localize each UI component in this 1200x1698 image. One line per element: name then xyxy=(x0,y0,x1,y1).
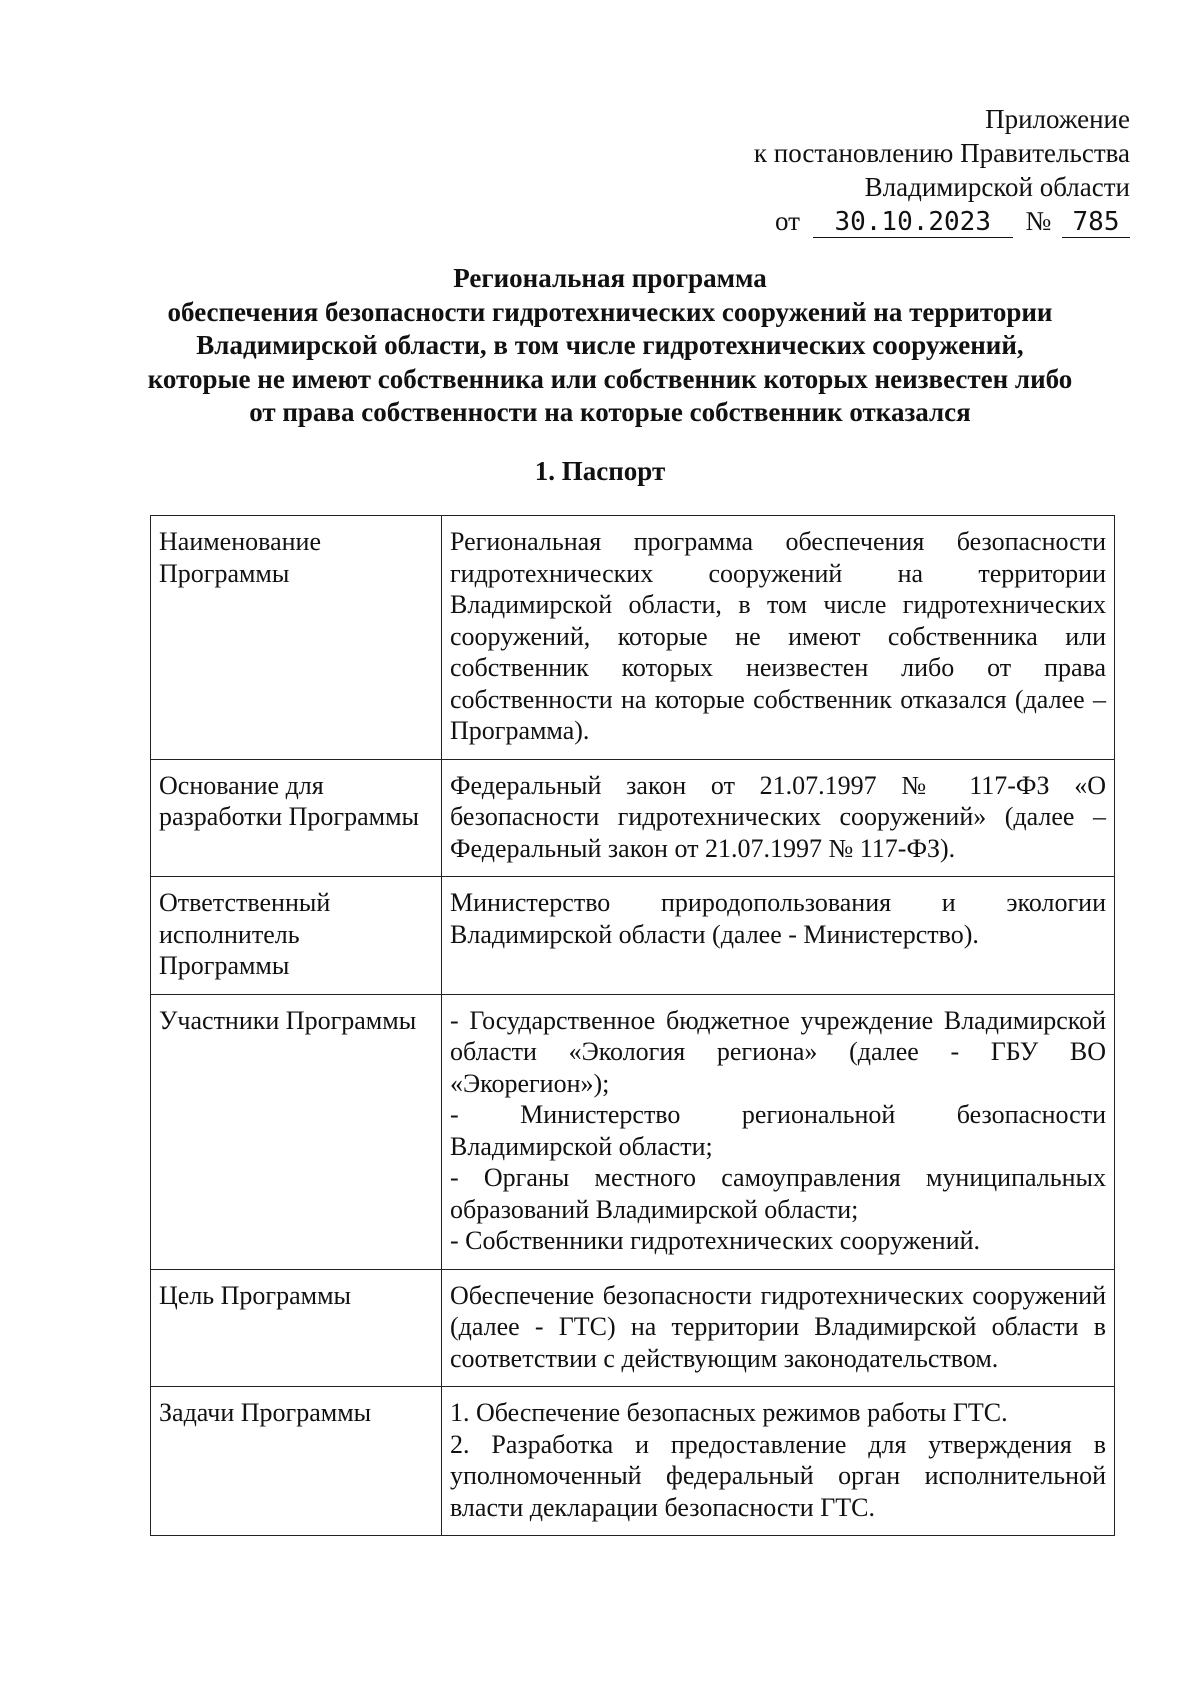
row-value xyxy=(442,1387,1115,1536)
row-label: Цель Программы xyxy=(151,1269,442,1387)
value-paragraph: 2. Разработка и предоставление для утверждения в уполномоченный федеральный орган исполнительной власти декларации безопасности ГТС. xyxy=(450,1429,1106,1522)
title-line-5: от права собственности на которые собственник отказался xyxy=(249,397,971,427)
value-paragraph: - Министерство региональной безопасности Владимирской области; xyxy=(450,1100,1106,1161)
table-row xyxy=(151,877,1115,995)
row-value xyxy=(442,759,1115,877)
row-label: Наименование Программы xyxy=(151,516,442,760)
value-paragraph: 1. Обеспечение безопасных режимов работы ГТС. xyxy=(450,1398,1008,1427)
resolution-number: 785 xyxy=(1062,207,1130,238)
row-label: Задачи Программы xyxy=(151,1387,442,1536)
passport-table xyxy=(150,515,1115,1536)
table-row xyxy=(151,759,1115,877)
row-label: Участники Программы xyxy=(151,994,442,1269)
row-value xyxy=(442,516,1115,760)
resolution-date: 30.10.2023 xyxy=(813,207,1013,238)
date-number-line xyxy=(754,204,1130,238)
table-row xyxy=(151,1269,1115,1387)
value-paragraph: - Органы местного самоуправления муниципальных образований Владимирской области; xyxy=(450,1163,1106,1224)
table-row xyxy=(151,994,1115,1269)
region-label: Владимирской области xyxy=(864,172,1130,202)
row-value xyxy=(442,994,1115,1269)
title-line-2: обеспечения безопасности гидротехнических сооружений на территории xyxy=(167,296,1053,327)
row-label: Ответственный исполнитель Программы xyxy=(151,877,442,995)
from-label: от xyxy=(775,206,800,236)
table-row xyxy=(151,1387,1115,1536)
number-label: № xyxy=(1025,206,1052,236)
document-title xyxy=(140,262,1080,430)
value-paragraph: Министерство природопользования и экологии Владимирской области (далее - Министерство). xyxy=(450,888,1106,949)
table-row xyxy=(151,516,1115,760)
section-heading: 1. Паспорт xyxy=(534,456,666,486)
value-paragraph: - Собственники гидротехнических сооружений. xyxy=(450,1226,981,1255)
appendix-header xyxy=(754,102,1130,238)
value-paragraph: Федеральный закон от 21.07.1997 № 117-ФЗ «О безопасности гидротехнических сооружений» (далее – Федеральный закон от 21.07.1997 № 117-ФЗ). xyxy=(450,770,1106,863)
appendix-label: Приложение xyxy=(985,104,1130,134)
value-paragraph: - Государственное бюджетное учреждение Владимирской области «Экология региона» (далее - ГБУ ВО «Экорегион»); xyxy=(450,1005,1106,1098)
title-line-1: Региональная программа xyxy=(453,263,767,293)
resolution-label: к постановлению Правительства xyxy=(753,138,1130,168)
row-value xyxy=(442,1269,1115,1387)
row-label: Основание для разработки Программы xyxy=(151,759,442,877)
title-line-3: Владимирской области, в том числе гидротехнических сооружений, xyxy=(196,330,1024,360)
value-paragraph: Обеспечение безопасности гидротехнических сооружений (далее - ГТС) на территории Владимирской области в соответствии с действующим законодательством. xyxy=(450,1280,1106,1373)
row-value xyxy=(442,877,1115,995)
title-line-4: которые не имеют собственника или собственник которых неизвестен либо xyxy=(147,363,1073,394)
value-paragraph: Региональная программа обеспечения безопасности гидротехнических сооружений на территории Владимирской области, в том числе гидротехнических сооружений, которые не имеют собственника или собственник которых неизвестен либо от права собственности на которые собственник отказался (далее – Программа). xyxy=(450,527,1106,745)
